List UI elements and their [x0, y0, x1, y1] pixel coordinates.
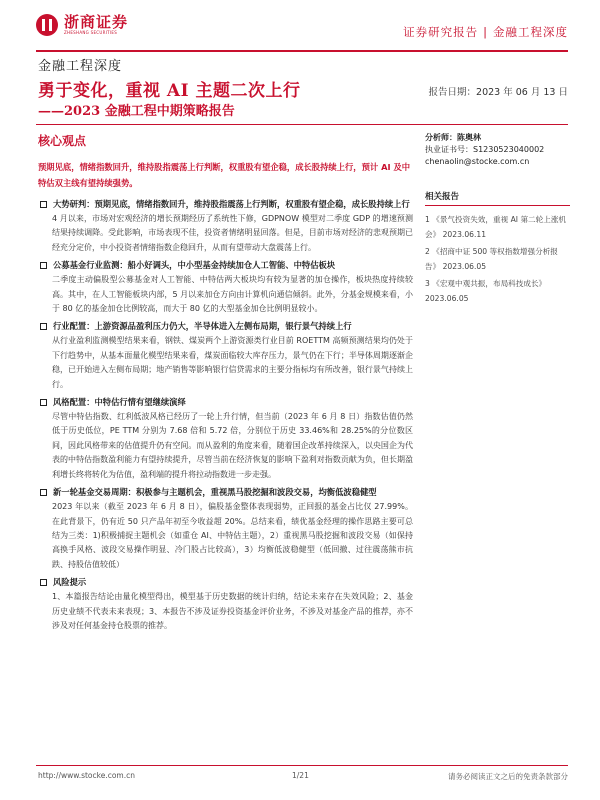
page-number: 1/21 [292, 771, 309, 780]
checkbox-bullet-icon [40, 201, 47, 208]
section-style [38, 395, 413, 482]
category-research: 证券研究报告 [403, 25, 479, 39]
analyst-label: 分析师： [425, 133, 457, 142]
related-item[interactable]: 3 《宏观中观共振，布局科技成长》 2023.06.05 [425, 279, 547, 303]
page-title: 勇于变化，重视 AI 主题二次上行 [38, 81, 301, 101]
section-title: 风险提示 [53, 577, 87, 588]
analyst-cert: 执业证书号：S1230523040002 [425, 145, 545, 154]
checkbox-bullet-icon [40, 399, 47, 406]
section-market [38, 197, 413, 255]
section-trading-cycle [38, 485, 413, 572]
company-logo [36, 14, 128, 36]
section-title: 新一轮基金交易周期：积极参与主题机会，重视黑马股挖掘和波段交易，均衡低波稳健型 [53, 487, 377, 498]
section-title: 大势研判：预期见底，情绪指数回升，维持股指震荡上行判断，权重股有望企稳，成长股持续上行 [53, 199, 410, 209]
side-column [425, 132, 570, 308]
checkbox-bullet-icon [40, 262, 47, 269]
section-title: 风格配置：中特估行情有望继续演绎 [53, 397, 186, 408]
related-item[interactable]: 2 《招商中证 500 等权指数增强分析报告》 2023.06.05 [425, 247, 558, 271]
footer-divider [36, 765, 568, 766]
doc-type-label: 金融工程深度 [38, 59, 123, 74]
logo-name-en: ZHESHANG SECURITIES [64, 30, 118, 35]
section-title: 公募基金行业监测：船小好调头，中小型基金持续加仓人工智能、中特估板块 [53, 260, 336, 271]
section-risk [38, 575, 413, 633]
checkbox-bullet-icon [40, 489, 47, 496]
section-body: 4 月以来，市场对宏观经济的增长预期经历了系统性下修，GDPNOW 模型对二季度 GDP 的增速预测结果持续调降。受此影响，市场表现不佳，投资者情绪明显回落。但是，目前市场对经济的悲观预期已经充分定价，中小投资者情绪指数企稳回升，从而有望带动大盘震荡上行。 [52, 214, 413, 252]
logo-mark-icon [36, 14, 58, 36]
analyst-email[interactable]: chenaolin@stocke.com.cn [425, 157, 530, 166]
section-body: 2023 年以来（截至 2023 年 6 月 8 日），偏股基金整体表现弱势，正回报的基金占比仅 27.99%。在此背景下，仍有近 50 只产品年初至今收益超 20%。总结来看，绩优基金经理的操作思路主要可总结为三类：1)积极捕捉主题机会（如重仓 AI、中特估主题），2）重视黑马股挖掘和波段交易（如保持高换手风格、波段交易操作明显、冷门股占比较高），3）均衡低波稳健型（低回撤、过往震荡熊市抗跌、持股估值较低） [52, 502, 413, 569]
related-item[interactable]: 1 《景气投资失效，重视 AI 第二轮上涨机会》 2023.06.11 [425, 215, 567, 239]
section-body: 1、本篇报告结论由量化模型得出，模型基于历史数据的统计归纳，结论未来存在失效风险；2、基金历史业绩不代表未来表现；3、本报告不涉及证券投资基金评价业务，不涉及对基金产品的推荐，亦不涉及对任何基金持仓股票的推荐。 [52, 592, 413, 630]
section-body: 从行业盈利监测模型结果来看，钢铁、煤炭两个上游资源类行业目前 ROETTM 高频预测结果均仍处于下行趋势中，从基本面量化模型结果来看，煤炭面临较大库存压力，景气仍在下行；半导体周期逐渐企稳，已开始进入左侧布局期；地产销售等影响银行信贷需求的主要分指标均有所改善，银行景气持续上行。 [52, 336, 413, 389]
category-separator: | [483, 25, 488, 39]
core-summary: 预期见底，情绪指数回升，维持股指震荡上行判断，权重股有望企稳，成长股持续上行，预计 AI 及中特估双主线有望持续强势。 [38, 162, 411, 188]
section-fund-monitor [38, 258, 413, 316]
report-date: 报告日期：2023 年 06 月 13 日 [428, 87, 568, 98]
analyst-name: 陈奥林 [457, 133, 481, 142]
page-subtitle: ——2023 金融工程中期策略报告 [38, 104, 235, 119]
related-list [425, 212, 570, 306]
footer-disclaimer: 请务必阅读正文之后的免责条款部分 [448, 772, 568, 781]
section-body: 二季度主动偏股型公募基金对人工智能、中特估两大板块均有较为显著的加仓操作，板块热度持续较高。其中，在人工智能板块内部，5 月以来加仓方向由计算机向通信倾斜。此外，分基金规模来看，小于 80 亿的基金加仓比例较高，而大于 80 亿的大型基金加仓比例明显较小。 [52, 275, 413, 314]
footer-url[interactable]: http://www.stocke.com.cn [38, 771, 135, 780]
report-category [403, 24, 568, 40]
category-type: 金融工程深度 [493, 25, 568, 39]
header-divider [36, 50, 568, 52]
section-title: 行业配置：上游资源品盈利压力仍大，半导体进入左侧布局期，银行景气持续上行 [53, 321, 352, 332]
main-column [38, 132, 413, 633]
logo-name-cn: 浙商证券 [64, 13, 129, 31]
section-body: 尽管中特估指数、红利低波风格已经历了一轮上升行情，但当前（2023 年 6 月 8 日）指数估值仍然低于历史低位，PE TTM 分别为 7.68 倍和 5.72 倍，分别位于历史 33.46%和 28.25%的分位数区间，因此风格带来的估值提升仍有空间。而从盈利的角度来看，随着国企改革持续深入，以央国企为代表的中特估指数盈利能力有望持续提升，尽管当前在经济恢复的影响下盈利对指数贡献为负，但长期盈利增长终将转化为估值，盈利端的提升将拉动指数进一步走强。 [52, 412, 413, 479]
title-divider [36, 124, 568, 125]
checkbox-bullet-icon [40, 579, 47, 586]
related-heading: 相关报告 [425, 190, 570, 206]
analyst-info [425, 132, 570, 168]
core-heading: 核心观点 [38, 134, 87, 148]
section-industry [38, 319, 413, 392]
checkbox-bullet-icon [40, 323, 47, 330]
